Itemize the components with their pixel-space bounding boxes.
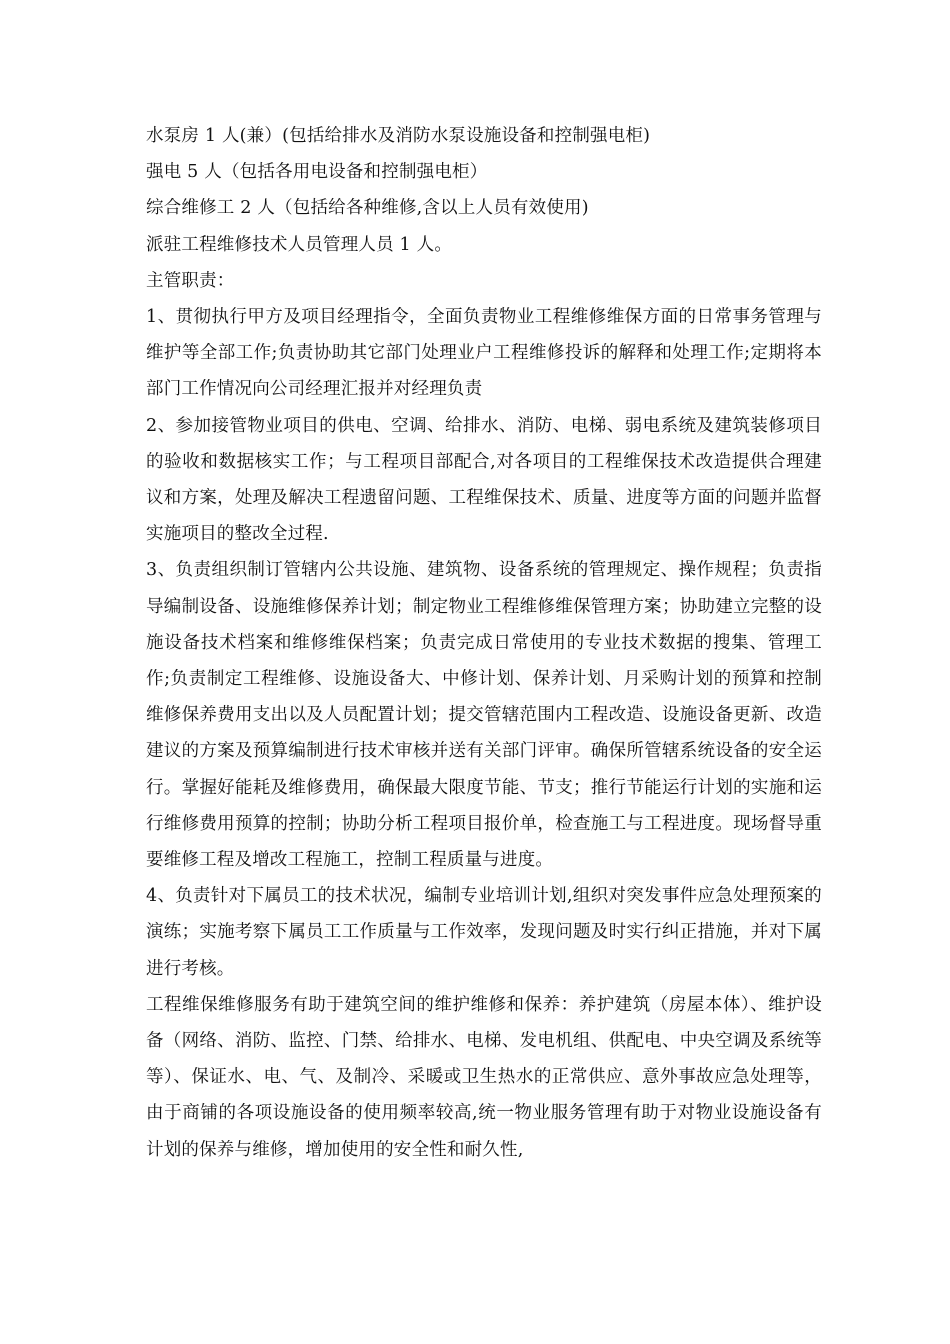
section-heading-supervisor-duties: 主管职责： (146, 270, 235, 291)
staff-technical-manager: 派驻工程维修技术人员管理人员 1 人。 (146, 234, 453, 255)
duty-item-2: 2、参加接管物业项目的供电、空调、给排水、消防、电梯、弱电系统及建筑装修项目的验收和数据核实工作；与工程项目部配合,对各项目的工程维保技术改造提供合理建议和方案，处理及解决工程遗留问题、工程维保技术、质量、进度等方面的问题并监督实施项目的整改全过程. (146, 415, 822, 545)
duty-item-1: 1、贯彻执行甲方及项目经理指令，全面负责物业工程维修维保方面的日常事务管理与维护等全部工作;负责协助其它部门处理业户工程维修投诉的解释和处理工作;定期将本部门工作情况向公司经理汇报并对经理负责 (146, 307, 822, 400)
staff-general-maintenance: 综合维修工 2 人（包括给各种维修,含以上人员有效使用) (146, 198, 589, 219)
staff-pump-room: 水泵房 1 人(兼）(包括给排水及消防水泵设施设备和控制强电柜) (146, 126, 651, 146)
duty-item-4: 4、负责针对下属员工的技术状况，编制专业培训计划,组织对突发事件应急处理预案的演练；实施考察下属员工工作质量与工作效率，发现问题及时实行纠正措施，并对下属进行考核。 (146, 886, 822, 979)
duty-item-3: 3、负责组织制订管辖内公共设施、建筑物、设备系统的管理规定、操作规程；负责指导编制设备、设施维修保养计划；制定物业工程维修维保管理方案；协助建立完整的设施设备技术档案和维修维保档案；负责完成日常使用的专业技术数据的搜集、管理工作;负责制定工程维修、设施设备大、中修计划、保养计划、月采购计划的预算和控制维修保养费用支出以及人员配置计划；提交管辖范围内工程改造、设施设备更新、改造建议的方案及预算编制进行技术审核并送有关部门评审。确保所管辖系统设备的安全运行。掌握好能耗及维修费用，确保最大限度节能、节支；推行节能运行计划的实施和运行维修费用预算的控制；协助分析工程项目报价单，检查施工与工程进度。现场督导重要维修工程及增改工程施工，控制工程质量与进度。 (146, 560, 822, 871)
staff-electrical: 强电 5 人（包括各用电设备和控制强电柜） (146, 162, 488, 183)
document-body (146, 118, 822, 1168)
service-description-paragraph: 工程维保维修服务有助于建筑空间的维护维修和保养：养护建筑（房屋本体）、维护设备（网络、消防、监控、门禁、给排水、电梯、发电机组、供配电、中央空调及系统等等）、保证水、电、气、及制冷、采暖或卫生热水的正常供应、意外事故应急处理等，由于商铺的各项设施设备的使用频率较高,统一物业服务管理有助于对物业设施设备有计划的保养与维修，增加使用的安全性和耐久性, (146, 994, 822, 1160)
